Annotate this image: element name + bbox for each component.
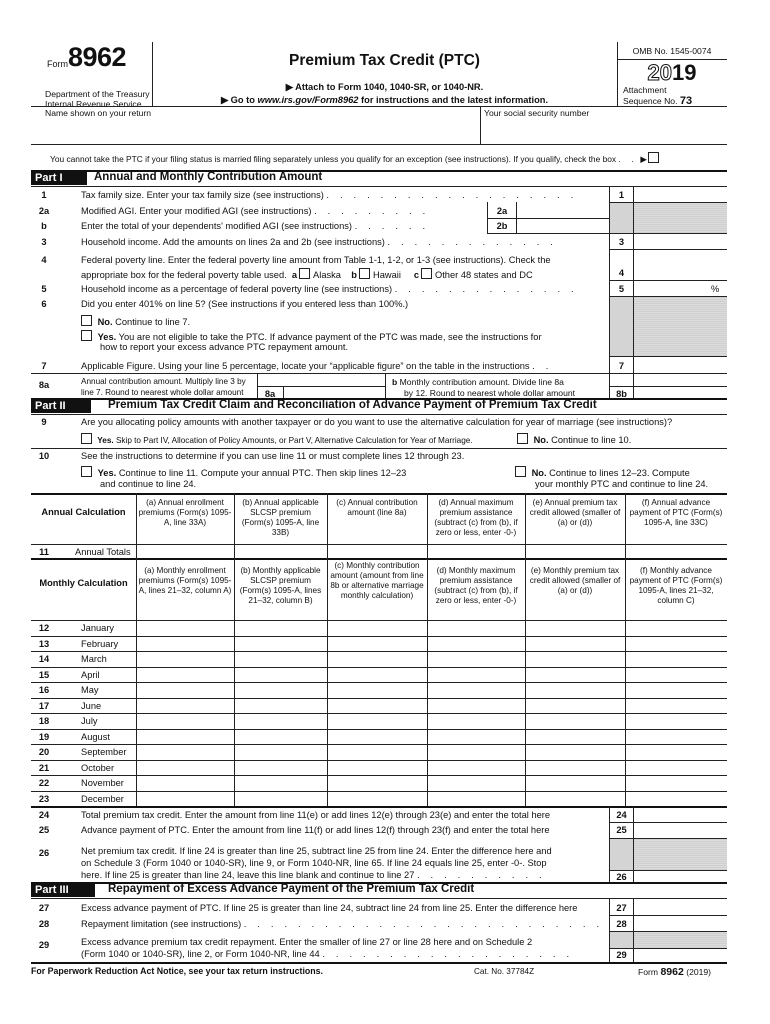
name-label: Name shown on your return <box>45 108 152 118</box>
other-48-checkbox[interactable] <box>421 268 432 279</box>
monthly-col-header-f: (f) Monthly advance payment of PTC (Form(s) 1095-A, lines 21–32, column C) <box>629 566 723 605</box>
line10-number: 10 <box>38 451 50 461</box>
line24-text: Total premium tax credit. Enter the amount from line 11(e) or add lines 12(e) through 23(e) and enter the total here <box>81 810 551 820</box>
month-december-col-d-input[interactable] <box>428 792 524 806</box>
line28-text: Repayment limitation (see instructions) . . . . . . . . . . . . . . . . . . . . . . . . . . . <box>81 919 604 929</box>
month-december-col-c-input[interactable] <box>328 792 426 806</box>
line2a-input[interactable] <box>517 203 608 217</box>
line10-no-text-2: your monthly PTC and continue to line 24. <box>535 479 709 489</box>
month-october-col-b-input[interactable] <box>235 761 326 775</box>
line5-number: 5 <box>41 284 47 294</box>
line2b-label: Enter the total of your dependents' modified AGI (see instructions) <box>81 221 353 231</box>
line7-input[interactable] <box>634 358 726 372</box>
month-label-february: February <box>81 638 119 649</box>
alaska-label: Alaska <box>313 270 341 280</box>
month-label-july: July <box>81 716 98 726</box>
line6-no-checkbox[interactable] <box>81 315 92 326</box>
line6-number: 6 <box>41 299 47 309</box>
line17-number: 17 <box>38 700 50 711</box>
line15-number: 15 <box>38 669 50 680</box>
line12-number: 12 <box>38 623 50 633</box>
line11-text: Annual Totals <box>75 547 131 557</box>
other-48-label: Other 48 states and DC <box>434 270 533 280</box>
month-july-col-b-input[interactable] <box>235 714 326 728</box>
hawaii-label: Hawaii <box>372 270 401 280</box>
month-december-col-b-input[interactable] <box>235 792 326 806</box>
catalog-number: Cat. No. 37784Z <box>474 967 535 976</box>
line10-yes-option <box>81 466 406 478</box>
line24-number: 24 <box>38 810 50 820</box>
hawaii-checkbox[interactable] <box>359 268 370 279</box>
month-february-col-e-input[interactable] <box>526 637 624 651</box>
month-september-col-f-input[interactable] <box>626 745 726 759</box>
goto-prefix: ▶ Go to <box>220 95 258 105</box>
month-november-col-e-input[interactable] <box>526 776 624 790</box>
line6-yes-option <box>81 330 542 342</box>
irs-url-link[interactable]: www.irs.gov/Form8962 <box>257 95 359 105</box>
month-label-september: September <box>81 747 127 757</box>
goto-suffix: for instructions and the latest information. <box>358 95 549 105</box>
line9-yes-option <box>81 433 473 445</box>
month-november-col-a-input[interactable] <box>137 776 233 790</box>
monthly-calculation-label: Monthly Calculation <box>39 578 128 588</box>
month-august-col-e-input[interactable] <box>526 730 624 744</box>
line24-input[interactable] <box>634 807 726 821</box>
month-august-col-f-input[interactable] <box>626 730 726 744</box>
month-february-col-d-input[interactable] <box>428 637 524 651</box>
line6-yes-text-2: how to report your excess advance PTC repayment amount. <box>100 342 349 352</box>
line1-label: Tax family size. Enter your tax family size (see instructions) <box>81 190 324 200</box>
month-may-col-b-input[interactable] <box>235 683 326 697</box>
filing-status-note: You cannot take the PTC if your filing status is married filing separately unless you qualify for an exception (see instructions). If you qualify, check the box . . ▶ <box>50 152 662 164</box>
month-january-col-b-input[interactable] <box>235 621 326 635</box>
line8b-text-1 <box>392 377 564 387</box>
month-label-november: November <box>81 778 124 788</box>
line6-no-option <box>81 315 190 327</box>
line10-no-option <box>515 466 690 478</box>
annual-col-header-c: (c) Annual contribution amount (line 8a) <box>336 498 418 517</box>
month-june-col-d-input[interactable] <box>428 699 524 713</box>
shade-col-1 <box>610 202 633 233</box>
line7-box-label: 7 <box>618 361 625 371</box>
opt-c-letter: c <box>413 270 419 280</box>
line25-number: 25 <box>38 825 50 835</box>
line11-col-f-input[interactable] <box>626 545 726 557</box>
part3-tag: Part III <box>31 883 95 897</box>
month-july-col-e-input[interactable] <box>526 714 624 728</box>
line14-number: 14 <box>38 654 50 664</box>
shade-col-2 <box>610 296 633 356</box>
line29-text-1: Excess advance premium tax credit repayment. Enter the smaller of line 27 or line 28 here and on Schedule 2 <box>81 937 533 947</box>
month-august-col-a-input[interactable] <box>137 730 233 744</box>
footer-form-number: 8962 <box>660 966 684 978</box>
line3-text: Household income. Add the amounts on lines 2a and 2b (see instructions) . . . . . . . . . . . . . <box>81 237 558 247</box>
opt-a-letter: a <box>291 270 298 280</box>
line4-label-b: appropriate box for the federal poverty table used. <box>81 270 287 280</box>
line2a-text: Modified AGI. Enter your modified AGI (see instructions) . . . . . . . . . <box>81 206 430 216</box>
line28-number: 28 <box>38 919 50 929</box>
month-june-col-f-input[interactable] <box>626 699 726 713</box>
line26-number: 26 <box>38 848 50 858</box>
annual-col-header-b: (b) Annual applicable SLCSP premium (Form(s) 1095-A, line 33B) <box>241 498 320 537</box>
line4-number: 4 <box>41 255 47 265</box>
omb-number: OMB No. 1545-0074 <box>632 46 712 56</box>
line3-input[interactable] <box>634 234 726 248</box>
month-march-col-a-input[interactable] <box>137 652 233 666</box>
irs-label: Internal Revenue Service <box>45 99 142 109</box>
line6-no-text: Continue to line 7. <box>115 317 191 327</box>
line20-number: 20 <box>38 747 50 757</box>
line6-yes-checkbox[interactable] <box>81 330 92 341</box>
month-label-august: August <box>81 731 110 742</box>
line8a-input[interactable] <box>284 374 384 397</box>
monthly-col-header-c: (c) Monthly contribution amount (amount from line 8b or alternative marriage monthly calculation) <box>330 561 424 600</box>
line9-yes-checkbox[interactable] <box>81 433 92 444</box>
line8a-text-2: line 7. Round to nearest whole dollar amount <box>81 388 244 397</box>
line28-label: Repayment limitation (see instructions) <box>81 919 242 929</box>
line6-text: Did you enter 401% on line 5? (See instructions if you entered less than 100%.) <box>81 299 409 309</box>
part2-title: Premium Tax Credit Claim and Reconciliation of Advance Payment of Premium Tax Credit <box>108 399 597 411</box>
line27-box-label: 27 <box>616 903 627 913</box>
line11-col-c-input[interactable] <box>328 545 426 557</box>
month-april-col-e-input[interactable] <box>526 668 624 682</box>
line1-box-label: 1 <box>618 190 625 200</box>
month-october-col-a-input[interactable] <box>137 761 233 775</box>
line4-input[interactable] <box>634 265 726 279</box>
part2-tag: Part II <box>31 399 91 413</box>
monthly-col-header-b: (b) Monthly applicable SLCSP premium (Form(s) 1095-A, lines 21–32, column B) <box>239 566 322 605</box>
month-april-col-b-input[interactable] <box>235 668 326 682</box>
month-july-col-a-input[interactable] <box>137 714 233 728</box>
line8a-text-1: Annual contribution amount. Multiply line 3 by <box>81 377 246 386</box>
month-january-col-d-input[interactable] <box>428 621 524 635</box>
line26-text-3: here. If line 25 is greater than line 24, leave this line blank and continue to line 27 . . . . . . . . . . <box>81 870 546 880</box>
form-title: Premium Tax Credit (PTC) <box>289 52 480 69</box>
line25-box-label: 25 <box>616 825 627 835</box>
filing-status-text: You cannot take the PTC if your filing status is married filing separately unless you qualify for an exception (see instructions). If you qualify, check the box <box>50 154 617 164</box>
month-january-col-a-input[interactable] <box>137 621 233 635</box>
line10-text: See the instructions to determine if you can use line 11 or must complete lines 12 through 23. <box>81 451 465 461</box>
line3-number: 3 <box>41 237 47 247</box>
month-september-col-e-input[interactable] <box>526 745 624 759</box>
line24-box-label: 24 <box>616 810 627 820</box>
ssn-label: Your social security number <box>484 108 590 118</box>
shade-area-1 <box>634 202 727 233</box>
line25-input[interactable] <box>634 823 726 837</box>
line2b-number: b <box>41 221 47 231</box>
month-label-may: May <box>81 685 99 695</box>
part1-tag: Part I <box>31 171 87 185</box>
attachment-label: Attachment <box>623 85 667 95</box>
month-august-col-d-input[interactable] <box>428 730 524 744</box>
month-november-col-d-input[interactable] <box>428 776 524 790</box>
line26-label-3: here. If line 25 is greater than line 24, leave this line blank and continue to line 27 <box>81 870 415 880</box>
form-label: Form <box>47 59 68 69</box>
month-march-col-e-input[interactable] <box>526 652 624 666</box>
shade-area-2 <box>634 296 727 356</box>
line18-number: 18 <box>38 716 50 726</box>
month-december-col-a-input[interactable] <box>137 792 233 806</box>
line4-text-1: Federal poverty line. Enter the federal poverty line amount from Table 1-1, 1-2, or 1-3 (see instructions). Check the <box>81 255 551 265</box>
form-number: 8962 <box>68 42 127 72</box>
line8a-box-label: 8a <box>264 389 276 399</box>
month-march-col-d-input[interactable] <box>428 652 524 666</box>
footer-form-year: (2019) <box>686 967 712 977</box>
month-february-col-b-input[interactable] <box>235 637 326 651</box>
month-march-col-b-input[interactable] <box>235 652 326 666</box>
line8b-box-label: 8b <box>616 389 627 399</box>
line5-text: Household income as a percentage of federal poverty line (see instructions) . . . . . . . . . . . . . . <box>81 284 578 294</box>
month-august-col-b-input[interactable] <box>235 730 326 744</box>
year-bold: 19 <box>672 60 697 85</box>
line29-input[interactable] <box>634 949 726 961</box>
sequence-number: 73 <box>679 95 693 107</box>
line26-text-2: on Schedule 3 (Form 1040 or 1040-SR), line 9, or Form 1040-NR, line 65. If line 24 equals line 25, enter -0-. Stop <box>81 858 547 868</box>
month-february-col-a-input[interactable] <box>137 637 233 651</box>
month-may-col-c-input[interactable] <box>328 683 426 697</box>
month-april-col-c-input[interactable] <box>328 668 426 682</box>
line5-box-label: 5 <box>618 284 625 294</box>
alaska-checkbox[interactable] <box>299 268 310 279</box>
line9-number: 9 <box>41 417 47 427</box>
part1-title: Annual and Monthly Contribution Amount <box>94 171 323 183</box>
month-march-col-f-input[interactable] <box>626 652 726 666</box>
line11-col-a-input[interactable] <box>137 545 233 557</box>
line5-label: Household income as a percentage of federal poverty line (see instructions) <box>81 284 393 294</box>
footer-form-word: Form <box>638 967 659 977</box>
line4-text-2 <box>81 268 533 280</box>
line10-yes-text-2: and continue to line 24. <box>100 479 197 489</box>
month-may-col-e-input[interactable] <box>526 683 624 697</box>
line21-number: 21 <box>38 762 50 773</box>
name-input[interactable] <box>45 120 475 142</box>
line27-number: 27 <box>38 903 50 913</box>
line1-number: 1 <box>41 190 47 200</box>
month-january-col-f-input[interactable] <box>626 621 726 635</box>
line19-number: 19 <box>38 731 50 742</box>
percent-sign: % <box>711 284 720 294</box>
monthly-col-header-d: (d) Monthly maximum premium assistance (subtract (c) from (b), if zero or less, enter -0-) <box>434 566 518 605</box>
month-november-col-f-input[interactable] <box>626 776 726 790</box>
line7-number: 7 <box>41 361 47 371</box>
line26-box-label: 26 <box>616 872 627 882</box>
line22-number: 22 <box>38 778 50 788</box>
line9-yes-label: Yes. <box>97 436 114 445</box>
line6-yes-label: Yes. <box>97 332 117 342</box>
paperwork-notice: For Paperwork Reduction Act Notice, see your tax return instructions. <box>31 966 323 976</box>
line1-input[interactable] <box>634 187 726 201</box>
month-march-col-c-input[interactable] <box>328 652 426 666</box>
month-september-col-b-input[interactable] <box>235 745 326 759</box>
line8a-number: 8a <box>38 380 50 390</box>
line9-no-option <box>517 433 631 445</box>
line23-number: 23 <box>38 793 50 804</box>
month-may-col-f-input[interactable] <box>626 683 726 697</box>
line3-box-label: 3 <box>618 237 625 247</box>
line6-yes-text: You are not eligible to take the PTC. If advance payment of the PTC was made, see the instructions for <box>118 332 542 342</box>
line7-text: Applicable Figure. Using your line 5 percentage, locate your “applicable figure” on the table in the instructions . . <box>81 361 553 371</box>
line10-no-checkbox[interactable] <box>515 466 526 477</box>
month-october-col-f-input[interactable] <box>626 761 726 775</box>
line28-box-label: 28 <box>616 919 627 929</box>
line26-input[interactable] <box>634 871 726 882</box>
attach-instructions: ▶ Attach to Form 1040, 1040-SR, or 1040-NR. <box>285 82 484 92</box>
annual-col-header-d: (d) Annual maximum premium assistance (subtract (c) from (b), if zero or less, enter -0-) <box>434 498 518 537</box>
line28-input[interactable] <box>634 916 726 930</box>
month-label-december: December <box>81 793 124 804</box>
line4-box-label: 4 <box>618 268 625 278</box>
month-october-col-c-input[interactable] <box>328 761 426 775</box>
opt-b-letter: b <box>351 270 357 280</box>
tax-year <box>617 60 727 86</box>
ssn-input[interactable] <box>484 120 724 142</box>
sequence-text: Sequence No. <box>623 96 678 106</box>
month-november-col-c-input[interactable] <box>328 776 426 790</box>
month-label-june: June <box>81 700 102 711</box>
line11-number: 11 <box>39 547 49 557</box>
line9-text: Are you allocating policy amounts with another taxpayer or do you want to use the alternative calculation for year of marriage (see instructions)? <box>81 417 673 427</box>
month-october-col-e-input[interactable] <box>526 761 624 775</box>
month-november-col-b-input[interactable] <box>235 776 326 790</box>
line25-text: Advance payment of PTC. Enter the amount from line 11(f) or add lines 12(f) through 23(f) and enter the total here <box>81 825 550 835</box>
month-label-march: March <box>81 654 107 664</box>
line2b-text: Enter the total of your dependents' modified AGI (see instructions) . . . . . . <box>81 221 430 231</box>
line9-no-checkbox[interactable] <box>517 433 528 444</box>
line11-col-b-input[interactable] <box>235 545 326 557</box>
monthly-col-header-e: (e) Monthly premium tax credit allowed (smaller of (a) or (d)) <box>529 566 621 595</box>
month-label-april: April <box>81 669 100 680</box>
monthly-col-header-a: (a) Monthly enrollment premiums (Form(s) 1095-A, lines 21–32, column A) <box>138 566 232 595</box>
line10-no-text: Continue to lines 12–23. Compute <box>549 468 690 478</box>
line2a-label: Modified AGI. Enter your modified AGI (see instructions) <box>81 206 312 216</box>
line29-text-2: (Form 1040 or 1040-SR), line 2, or Form 1040-NR, line 44 . . . . . . . . . . . . . . . . . . . <box>81 949 574 959</box>
dots: . . <box>618 154 638 164</box>
line3-label: Household income. Add the amounts on lines 2a and 2b (see instructions) <box>81 237 385 247</box>
annual-calculation-label: Annual Calculation <box>41 507 126 517</box>
line2a-box-label: 2a <box>496 206 508 216</box>
annual-col-header-e: (e) Annual premium tax credit allowed (smaller of (a) or (d)) <box>529 498 621 527</box>
month-january-col-e-input[interactable] <box>526 621 624 635</box>
line8b-label-1: Monthly contribution amount. Divide line 8a <box>399 377 564 387</box>
goto-instructions <box>152 95 617 106</box>
line29-label-2: (Form 1040 or 1040-SR), line 2, or Form 1040-NR, line 44 <box>81 949 320 959</box>
line27-input[interactable] <box>634 900 726 914</box>
line1-text: Tax family size. Enter your tax family size (see instructions) . . . . . . . . . . . . . . . . . . . <box>81 190 578 200</box>
month-june-col-c-input[interactable] <box>328 699 426 713</box>
line10-yes-label: Yes. <box>97 468 117 478</box>
line10-yes-checkbox[interactable] <box>81 466 92 477</box>
month-december-col-f-input[interactable] <box>626 792 726 806</box>
month-label-october: October <box>81 762 115 773</box>
footer-form-id <box>638 966 711 978</box>
line29-box-label: 29 <box>616 950 627 960</box>
line16-number: 16 <box>38 685 50 695</box>
annual-col-header-a: (a) Annual enrollment premiums (Form(s) 1095-A, line 33A) <box>138 498 232 527</box>
line10-no-label: No. <box>531 468 547 478</box>
month-july-col-d-input[interactable] <box>428 714 524 728</box>
dept-treasury: Department of the Treasury <box>45 89 150 99</box>
month-may-col-d-input[interactable] <box>428 683 524 697</box>
line9-no-label: No. <box>533 435 549 445</box>
part3-title: Repayment of Excess Advance Payment of the Premium Tax Credit <box>108 883 475 895</box>
month-label-january: January <box>81 623 115 633</box>
line2b-input[interactable] <box>517 219 608 233</box>
month-june-col-e-input[interactable] <box>526 699 624 713</box>
line26-text-1: Net premium tax credit. If line 24 is greater than line 25, subtract line 25 from line 24. Enter the difference here and <box>81 846 552 856</box>
line2b-box-label: 2b <box>496 221 508 231</box>
month-february-col-c-input[interactable] <box>328 637 426 651</box>
month-may-col-a-input[interactable] <box>137 683 233 697</box>
month-february-col-f-input[interactable] <box>626 637 726 651</box>
line5-input[interactable] <box>634 281 712 295</box>
month-june-col-b-input[interactable] <box>235 699 326 713</box>
line8b-input[interactable] <box>634 374 726 397</box>
month-july-col-f-input[interactable] <box>626 714 726 728</box>
month-april-col-d-input[interactable] <box>428 668 524 682</box>
month-april-col-f-input[interactable] <box>626 668 726 682</box>
line10-yes-text: Continue to line 11. Compute your annual PTC. Then skip lines 12–23 <box>118 468 407 478</box>
month-september-col-c-input[interactable] <box>328 745 426 759</box>
month-june-col-a-input[interactable] <box>137 699 233 713</box>
line11-col-e-input[interactable] <box>526 545 624 557</box>
line9-yes-text: Skip to Part IV, Allocation of Policy Amounts, or Part V, Alternative Calculation for Year of Marriage. <box>115 436 473 445</box>
line7-label: Applicable Figure. Using your line 5 percentage, locate your “applicable figure” on the table in the instructions <box>81 361 530 371</box>
month-september-col-d-input[interactable] <box>428 745 524 759</box>
annual-col-header-f: (f) Annual advance payment of PTC (Form(s) 1095-A, line 33C) <box>629 498 723 527</box>
line11-col-d-input[interactable] <box>428 545 524 557</box>
month-october-col-d-input[interactable] <box>428 761 524 775</box>
mfs-exception-checkbox[interactable] <box>648 152 659 163</box>
month-july-col-c-input[interactable] <box>328 714 426 728</box>
line8b-letter: b <box>392 377 398 387</box>
line27-text: Excess advance payment of PTC. If line 25 is greater than line 24, subtract line 24 from line 25. Enter the difference here <box>81 903 578 913</box>
line9-no-text: Continue to line 10. <box>551 435 632 445</box>
line2a-number: 2a <box>38 206 50 216</box>
month-january-col-c-input[interactable] <box>328 621 426 635</box>
month-september-col-a-input[interactable] <box>137 745 233 759</box>
line13-number: 13 <box>38 638 50 649</box>
line6-no-label: No. <box>97 317 113 327</box>
line8b-text-2: by 12. Round to nearest whole dollar amount <box>404 388 576 398</box>
month-august-col-c-input[interactable] <box>328 730 426 744</box>
year-outline: 20 <box>647 60 672 85</box>
line29-number: 29 <box>38 940 50 950</box>
month-april-col-a-input[interactable] <box>137 668 233 682</box>
month-december-col-e-input[interactable] <box>526 792 624 806</box>
